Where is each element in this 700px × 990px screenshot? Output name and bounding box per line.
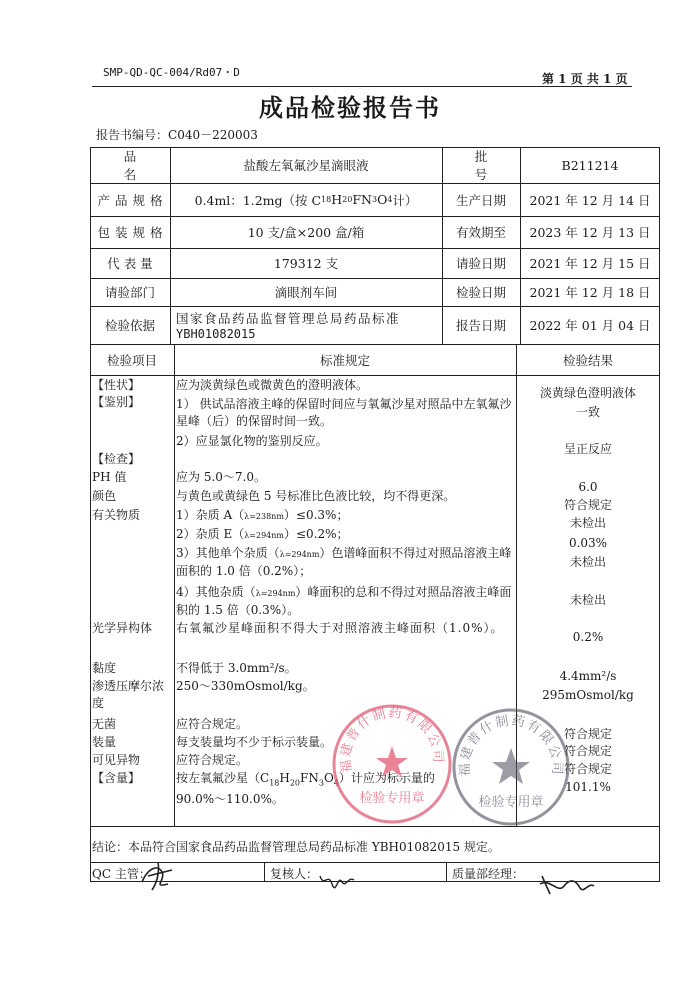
formula-el: H (279, 771, 290, 785)
formula-sub: 4 (387, 195, 393, 204)
item-check: 【检查】 (92, 452, 141, 466)
mfg-date-label: 生产日期 (455, 192, 506, 208)
res-ph: 6.0 (578, 480, 598, 494)
qa-signature (536, 872, 596, 898)
header-divider (92, 86, 632, 87)
reviewer-signature (318, 868, 358, 892)
std-osmolality: 250～330mOsmol/kg。 (176, 679, 315, 693)
qc-signature (138, 858, 178, 892)
res-assay: 101.1% (565, 780, 611, 794)
res-visible-particles: 符合规定 (563, 762, 612, 776)
header-item: 检验项目 (106, 352, 157, 368)
std-identification-2: 2）应显氯化物的鉴别反应。 (176, 434, 328, 448)
std-assay-range: 90.0%～110.0%。 (176, 792, 284, 807)
std-ph: 应为 5.0～7.0。 (176, 470, 266, 484)
item-visible-particles: 可见异物 (92, 753, 141, 767)
std-viscosity: 不得低于 3.0mm²/s。 (176, 661, 297, 675)
std-other-total (176, 584, 516, 619)
item-osmolality: 渗透压摩尔浓度 (92, 679, 165, 710)
report-date: 2022 年 01 月 04 日 (529, 318, 651, 333)
formula-sub: 3 (318, 778, 324, 788)
item-character: 【性状】 (92, 378, 141, 392)
col-divider (264, 862, 265, 882)
basis-line1: 国家食品药品监督管理总局药品标准 (176, 311, 401, 326)
std-impurity-e-pre: 2）杂质 E（ (176, 527, 245, 541)
quantity: 179312 支 (273, 256, 339, 271)
test-date: 2021 年 12 月 18 日 (529, 285, 651, 300)
department: 滴眼剂车间 (274, 285, 338, 300)
item-sterility: 无菌 (92, 717, 117, 731)
report-number-value: C040－220003 (168, 128, 258, 142)
col-divider (446, 862, 447, 882)
std-fill-volume: 每支装量均不少于标示装量。 (176, 735, 333, 749)
res-identification-1: 一致 (575, 405, 600, 419)
wavelength: λ=294nm (244, 531, 284, 540)
inspection-seal-right (450, 706, 572, 828)
formula-el: O (377, 192, 388, 207)
seal-right-arc-text: 福建普什制药有限公司 (457, 713, 565, 777)
res-other-single: 未检出 (569, 555, 606, 569)
report-date-label: 报告日期 (455, 318, 506, 333)
std-optical-isomer: 右氧氟沙星峰面积不得大于对照溶液主峰面积（1.0%）。 (176, 621, 504, 635)
report-number-label: 报告书编号： (96, 128, 169, 142)
wavelength: λ=294nm (255, 589, 296, 598)
item-identification: 【鉴别】 (92, 395, 141, 409)
formula-sub: 3 (371, 195, 378, 204)
product-name: 盐酸左氧氟沙星滴眼液 (243, 158, 369, 173)
std-visible-particles: 应符合规定。 (176, 753, 249, 767)
seal-right-center-text: 检验专用章 (478, 795, 544, 810)
test-date-label: 检验日期 (455, 285, 506, 300)
report-number (96, 126, 258, 143)
std-other-single-pre: 3）其他单个杂质（ (176, 546, 280, 560)
formula-sub: 4 (333, 778, 339, 788)
formula-sub: 20 (342, 195, 353, 204)
formula-el: FN (352, 192, 372, 207)
item-fill-volume: 装量 (92, 735, 117, 749)
res-viscosity: 4.4mm²/s (559, 669, 617, 683)
pack-label: 包装规格 (97, 225, 168, 240)
res-other-total: 未检出 (569, 593, 606, 607)
seal-left-center-text: 检验专用章 (359, 791, 425, 806)
res-identification-2: 呈正反应 (563, 442, 612, 456)
seal-left-arc-text: 福建普什制药有限公司 (338, 705, 446, 774)
item-ph: PH 值 (92, 470, 127, 484)
basis-line2: YBH01082015 (176, 327, 256, 341)
product-spec (170, 183, 442, 216)
qa-manager-label: 质量部经理： (452, 867, 525, 881)
product-name-label: 品 名 (123, 149, 185, 182)
wavelength: λ=238nm (244, 512, 284, 521)
res-impurity-e: 0.03% (568, 536, 608, 550)
spec-prefix: 0.4ml：1.2mg（按 C (194, 192, 322, 208)
quantity-label: 代 表 量 (107, 256, 153, 271)
std-character: 应为淡黄绿色或微黄色的澄明液体。 (176, 378, 369, 392)
res-sterility: 符合规定 (563, 727, 612, 741)
test-basis (170, 306, 442, 344)
page-info: 第 1 页 共 1 页 (542, 72, 628, 86)
res-character: 淡黄绿色澄明液体 (539, 386, 636, 400)
std-other-total-pre: 4）其他杂质（ (176, 585, 256, 599)
item-related-substances: 有关物质 (92, 508, 141, 522)
row-divider (90, 826, 660, 827)
formula-sub: 20 (289, 778, 301, 788)
formula-el: O (323, 771, 334, 785)
item-assay: 【含量】 (92, 771, 141, 785)
formula-sub: 18 (269, 778, 280, 788)
qc-supervisor-label: QC 主管： (92, 867, 151, 881)
std-assay-post: ）计应为标示量的 (338, 771, 435, 785)
page-title: 成品检验报告书 (259, 94, 441, 122)
res-impurity-a: 未检出 (569, 516, 606, 530)
res-osmolality: 295mOsmol/kg (542, 688, 634, 702)
basis-label: 检验依据 (104, 318, 155, 333)
request-date-label: 请验日期 (455, 256, 506, 271)
std-color: 与黄色或黄绿色 5 号标准比色液比较，均不得更深。 (176, 489, 456, 503)
formula-el: FN (300, 771, 319, 785)
spec-label: 产品规格 (97, 192, 168, 208)
std-impurity-a-pre: 1）杂质 A（ (176, 508, 245, 522)
std-other-total-post: ）峰面积的总和不得过对照品溶液主峰面积的 1.5 倍（0.3%）。 (176, 585, 512, 617)
inspection-seal-left (330, 702, 454, 826)
item-viscosity: 黏度 (92, 661, 117, 675)
std-other-single-post: ）色谱峰面积不得过对照品溶液主峰面积的 1.0 倍（0.2%）； (176, 546, 512, 578)
document-code: SMP-QD-QC-004/Rd07・D (103, 66, 240, 79)
spec-suffix: 计） (392, 192, 418, 208)
wavelength: λ=294nm (279, 550, 320, 559)
std-identification-1: 1） 供试品溶液主峰的保留时间应与氧氟沙星对照品中左氧氟沙星峰（后）的保留时间一致。 (176, 397, 512, 428)
batch-number: B211214 (561, 157, 619, 173)
item-optical-isomer: 光学异构体 (92, 621, 153, 635)
header-result: 检验结果 (562, 352, 613, 368)
std-sterility: 应符合规定。 (176, 717, 249, 731)
item-color: 颜色 (92, 489, 117, 503)
conclusion: 结论：本品符合国家食品药品监督管理总局药品标准 YBH01082015 规定。 (92, 840, 500, 854)
expiry-date: 2023 年 12 月 13 日 (529, 225, 651, 240)
res-fill-volume: 符合规定 (563, 744, 612, 758)
batch-label: 批 号 (474, 149, 536, 182)
std-impurity-e-post: ）≤0.2%； (284, 527, 349, 541)
std-impurity-a (176, 507, 516, 525)
std-assay-pre: 按左氧氟沙星（C (176, 771, 270, 785)
std-impurity-e (176, 526, 516, 544)
res-optical-isomer: 0.2% (572, 630, 604, 644)
reviewer-label: 复核人： (270, 867, 319, 881)
request-date: 2021 年 12 月 15 日 (529, 256, 651, 271)
dept-label: 请验部门 (104, 285, 155, 300)
row-divider (90, 375, 660, 376)
header-standard: 标准规定 (319, 352, 370, 368)
formula-el: H (331, 192, 343, 207)
formula-sub: 18 (321, 195, 332, 204)
std-impurity-a-post: ）≤0.3%； (283, 508, 349, 522)
mfg-date: 2021 年 12 月 14 日 (529, 192, 651, 208)
std-other-single (176, 545, 516, 580)
pack-spec: 10 支/盒×200 盒/箱 (247, 225, 365, 240)
expiry-label: 有效期至 (455, 225, 506, 240)
res-color: 符合规定 (563, 498, 612, 512)
